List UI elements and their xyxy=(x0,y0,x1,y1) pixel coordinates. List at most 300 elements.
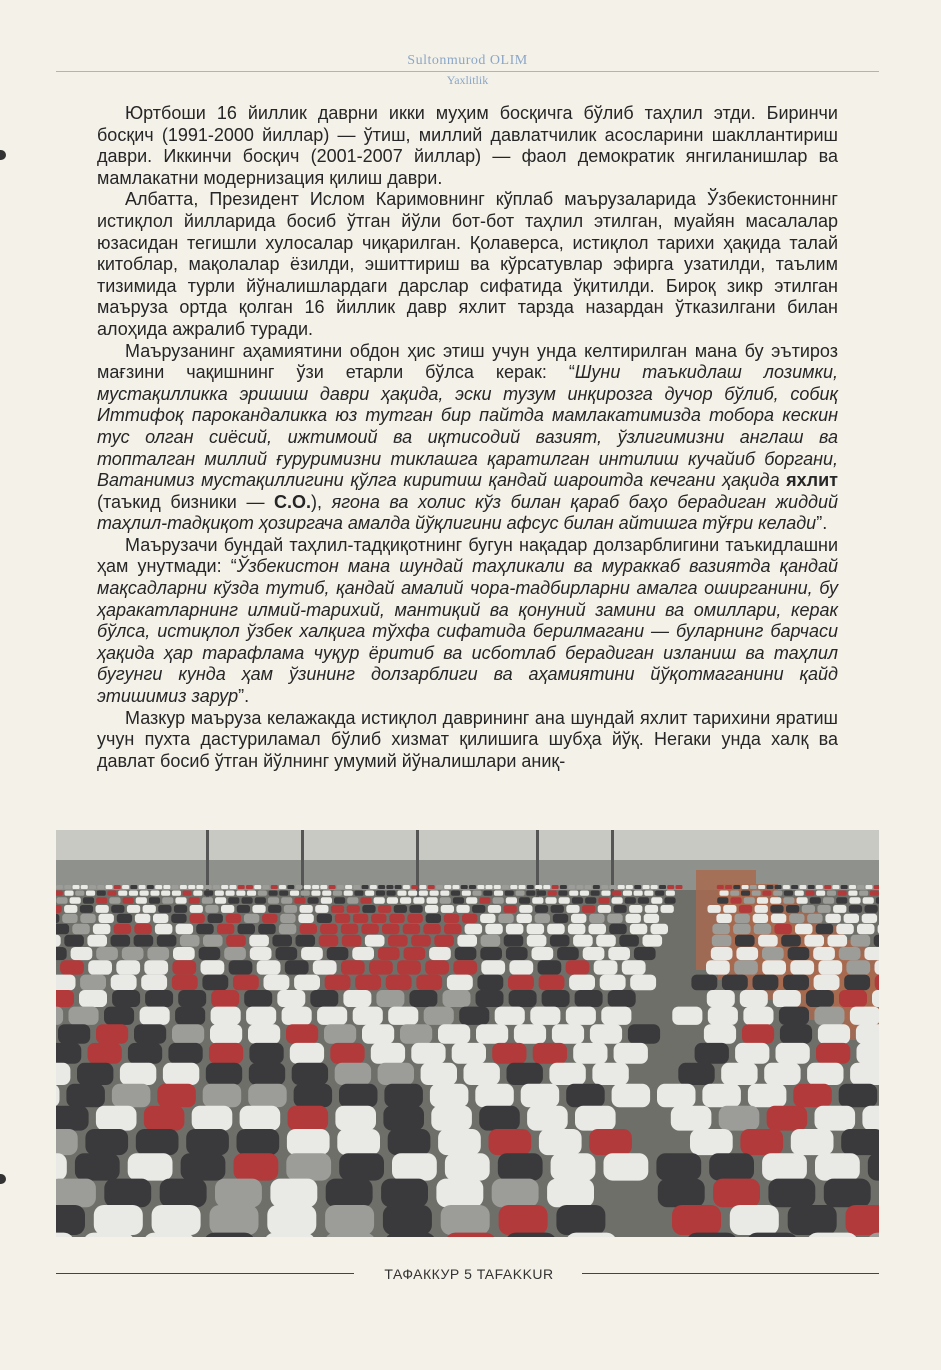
parked-car xyxy=(527,924,545,935)
parked-car xyxy=(573,1043,607,1064)
parked-car xyxy=(339,1084,378,1108)
parked-car xyxy=(638,897,649,904)
parked-car xyxy=(280,914,295,923)
parked-car xyxy=(136,897,147,904)
parked-car xyxy=(456,905,469,913)
parked-car xyxy=(97,891,106,896)
parked-car xyxy=(163,885,170,889)
parked-car xyxy=(211,990,239,1007)
parked-car xyxy=(589,1129,632,1155)
parked-car xyxy=(608,990,636,1007)
parked-car xyxy=(667,885,674,889)
parked-car xyxy=(575,990,603,1007)
parked-car xyxy=(582,905,595,913)
running-header xyxy=(56,52,879,87)
parked-car xyxy=(868,1153,879,1180)
parked-car xyxy=(385,1233,436,1237)
parked-car xyxy=(754,924,772,935)
parked-car xyxy=(321,897,332,904)
paragraph-text: Маърузачи бундай таҳлил-тадқиқотнинг бугун нақадар долзарблигини таъкидлашни ҳам унутмади: “ xyxy=(97,534,838,577)
parked-car xyxy=(386,975,412,991)
parked-car xyxy=(774,924,792,935)
parked-car xyxy=(857,885,864,889)
paragraph-text: ), xyxy=(311,491,332,512)
parked-car xyxy=(87,935,107,947)
parked-car xyxy=(196,885,203,889)
parked-car xyxy=(585,885,592,889)
parked-car xyxy=(791,885,798,889)
parked-car xyxy=(158,905,171,913)
parked-car xyxy=(526,891,535,896)
parked-car xyxy=(832,885,839,889)
parked-car xyxy=(666,891,675,896)
parked-car xyxy=(849,897,860,904)
parked-car xyxy=(209,1043,243,1064)
parked-car xyxy=(430,1084,469,1108)
paragraph-text: Юртбоши 16 йиллик даврни икки муҳим босқичга бўлиб таҳлил этди. Биринчи босқич (1991-2000 йиллар) — ўтиш, миллий давлатчилик асосларини шакллантириш даври. Иккинчи босқич (2001-2007 йиллар) — фаол демократик янгиланишлар ва мамлакатни модернизация қилиш даври. xyxy=(97,103,838,188)
parked-car xyxy=(419,891,428,896)
parked-car xyxy=(96,1024,128,1044)
parked-car xyxy=(815,1153,860,1180)
parked-car xyxy=(173,947,195,960)
parked-car xyxy=(106,885,113,889)
parked-car xyxy=(56,1106,89,1131)
parked-car xyxy=(112,990,140,1007)
parked-car xyxy=(750,885,757,889)
parked-car xyxy=(189,914,204,923)
parked-car xyxy=(64,905,77,913)
parked-car xyxy=(445,1233,496,1237)
parked-car xyxy=(238,924,256,935)
parked-car xyxy=(569,891,578,896)
parked-car xyxy=(440,897,451,904)
parked-car xyxy=(279,891,288,896)
parked-car xyxy=(429,947,451,960)
parked-car xyxy=(645,905,658,913)
parked-car xyxy=(376,891,385,896)
parked-car xyxy=(147,885,154,889)
parked-car xyxy=(566,960,590,974)
parked-car xyxy=(128,1153,173,1180)
parked-car xyxy=(466,897,477,904)
paragraph-text: Мазкур маъруза келажакда истиқлол даврининг ана шундай яхлит тарихини яратиш учун пухта дастуриламал бўлиб хизмат қилишига шубҳа йўқ. Негаки унда халқ ва давлат босиб ўтган йўлнинг умумий йўналишлари аниқ- xyxy=(97,707,838,771)
parked-car xyxy=(80,975,106,991)
parked-car xyxy=(71,947,93,960)
parked-car xyxy=(155,924,173,935)
parked-car xyxy=(612,897,623,904)
parked-car xyxy=(163,1063,199,1085)
parked-car xyxy=(444,924,462,935)
parked-car xyxy=(114,924,132,935)
emphasis-text: С.О. xyxy=(274,491,312,512)
parked-car xyxy=(56,1205,85,1235)
parked-car xyxy=(862,1106,879,1131)
parked-car xyxy=(634,885,641,889)
parked-car xyxy=(596,935,616,947)
parked-car xyxy=(208,914,223,923)
parked-car xyxy=(246,885,253,889)
quoted-text: Шуни таъкидлаш лозимки, мустақилликка эришиш даври ҳақида, эски тузум инқирозга дучор бўлиб, собиқ Иттифоқ парокандаликка юз тутган бир пайтда мамлакатимизда тобора кескин тус олган сиёсий, ижтимоий ва иқтисодий вазият, ўзлигимизни англаш ва топталган миллий ғуруримизни тиклашга қаратилган интилиш кучайиб боргани, Ватанимиз мустақиллигини қўлга киритиш қандай шароитда кечгани ҳақида xyxy=(97,362,838,491)
parked-car xyxy=(301,891,310,896)
parked-car xyxy=(85,1129,128,1155)
parked-car xyxy=(472,905,485,913)
parked-car xyxy=(609,924,627,935)
parked-car xyxy=(462,914,477,923)
parked-car xyxy=(123,897,134,904)
parked-car xyxy=(327,947,349,960)
car-lot-photo xyxy=(56,830,879,1237)
parked-car xyxy=(783,885,790,889)
parked-car xyxy=(643,935,663,947)
header-rule xyxy=(56,71,879,72)
parked-car xyxy=(793,1084,832,1108)
parked-car xyxy=(477,885,484,889)
parked-car xyxy=(655,891,664,896)
parked-car xyxy=(507,1063,543,1085)
parked-car xyxy=(311,891,320,896)
footer-label: ТАФАККУР 5 TAFAKKUR xyxy=(384,1266,554,1282)
parked-car xyxy=(601,891,610,896)
parked-car xyxy=(775,885,782,889)
parked-car xyxy=(134,924,152,935)
parked-car xyxy=(62,914,77,923)
parked-car xyxy=(365,891,374,896)
parked-car xyxy=(622,960,646,974)
parked-car xyxy=(387,891,396,896)
parked-car xyxy=(204,891,213,896)
parked-car xyxy=(89,885,96,889)
parked-car xyxy=(382,924,400,935)
parked-car xyxy=(545,897,556,904)
parked-car xyxy=(519,885,526,889)
parked-car xyxy=(568,885,575,889)
parked-car xyxy=(838,891,847,896)
parked-car xyxy=(480,947,502,960)
parked-car xyxy=(298,914,313,923)
parked-car xyxy=(498,914,513,923)
parked-car xyxy=(551,905,564,913)
parked-car xyxy=(369,960,393,974)
parked-car xyxy=(558,891,567,896)
parked-car xyxy=(80,905,93,913)
parked-car xyxy=(771,914,786,923)
parked-car xyxy=(204,1233,255,1237)
parked-car xyxy=(530,1007,560,1025)
parked-car xyxy=(319,935,339,947)
parked-car xyxy=(140,1007,170,1025)
emphasis-text: яхлит xyxy=(786,470,838,491)
parked-car xyxy=(342,935,362,947)
parked-car xyxy=(147,947,169,960)
parked-car xyxy=(659,885,666,889)
parked-car xyxy=(88,1043,122,1064)
parked-car xyxy=(741,891,750,896)
parked-car xyxy=(322,891,331,896)
parked-car xyxy=(144,1106,185,1131)
parked-car xyxy=(473,891,482,896)
parked-car xyxy=(388,1007,418,1025)
parked-car xyxy=(857,1043,880,1064)
parked-car xyxy=(521,1084,560,1108)
parked-car xyxy=(134,1024,166,1044)
parked-car xyxy=(630,924,648,935)
parked-car xyxy=(290,891,299,896)
parked-car xyxy=(619,935,639,947)
parked-car xyxy=(784,891,793,896)
parked-car xyxy=(721,1063,757,1085)
header-author: Sultonmurod OLIM xyxy=(407,53,528,68)
parked-car xyxy=(144,960,168,974)
parked-car xyxy=(310,990,338,1007)
parked-car xyxy=(730,897,741,904)
parked-car xyxy=(263,885,270,889)
parked-car xyxy=(585,897,596,904)
parked-car xyxy=(279,924,297,935)
parked-car xyxy=(111,935,131,947)
parked-car xyxy=(664,897,675,904)
parked-car xyxy=(527,935,547,947)
parked-car xyxy=(770,897,781,904)
parked-car xyxy=(805,891,814,896)
parked-car xyxy=(447,975,473,991)
parked-car xyxy=(221,905,234,913)
parked-car xyxy=(598,897,609,904)
parked-car xyxy=(452,1043,486,1064)
parked-car xyxy=(739,905,752,913)
parked-car xyxy=(717,897,728,904)
parked-car xyxy=(691,975,717,991)
parked-car xyxy=(823,897,834,904)
parked-car xyxy=(153,914,168,923)
parked-car xyxy=(711,947,733,960)
parked-car xyxy=(704,1024,736,1044)
parked-car xyxy=(262,914,277,923)
parked-car xyxy=(183,891,192,896)
parked-car xyxy=(141,975,167,991)
parked-car xyxy=(335,1063,371,1085)
parked-car xyxy=(178,990,206,1007)
parked-car xyxy=(850,1007,879,1025)
parked-car xyxy=(479,897,490,904)
parked-car xyxy=(331,905,344,913)
parked-car xyxy=(571,914,586,923)
parked-car xyxy=(443,990,471,1007)
parked-car xyxy=(566,905,579,913)
parked-car xyxy=(559,897,570,904)
parked-car xyxy=(96,905,109,913)
parked-car xyxy=(591,891,600,896)
parked-car xyxy=(140,891,149,896)
parked-car xyxy=(122,885,129,889)
parked-car xyxy=(172,960,196,974)
parked-car xyxy=(593,885,600,889)
parked-car xyxy=(175,897,186,904)
parked-car xyxy=(221,885,228,889)
parked-car xyxy=(849,905,862,913)
parked-car xyxy=(152,1205,201,1235)
parked-car xyxy=(625,897,636,904)
parked-car xyxy=(77,1063,113,1085)
parked-car xyxy=(598,905,611,913)
parked-car xyxy=(161,891,170,896)
parked-car xyxy=(841,1129,879,1155)
parked-car xyxy=(271,885,278,889)
parked-car xyxy=(129,891,138,896)
parked-car xyxy=(865,905,878,913)
parked-car xyxy=(786,905,799,913)
parked-car xyxy=(56,905,62,913)
parked-car xyxy=(465,924,483,935)
parked-car xyxy=(229,960,253,974)
parked-car xyxy=(157,935,177,947)
parked-car xyxy=(438,1129,481,1155)
article-body xyxy=(97,103,838,772)
parked-car xyxy=(441,905,454,913)
parked-car xyxy=(475,1084,514,1108)
parked-car xyxy=(453,897,464,904)
parked-car xyxy=(742,885,749,889)
parked-car xyxy=(403,885,410,889)
parked-car xyxy=(301,947,323,960)
parked-car xyxy=(678,1063,714,1085)
parked-car xyxy=(226,935,246,947)
parked-car xyxy=(423,924,441,935)
parked-car xyxy=(717,885,724,889)
parked-car xyxy=(409,905,422,913)
parked-car xyxy=(80,914,95,923)
parked-car xyxy=(436,885,443,889)
parked-car xyxy=(313,960,337,974)
parked-car xyxy=(407,914,422,923)
parked-car xyxy=(326,1179,373,1208)
parked-car xyxy=(502,885,509,889)
parked-car xyxy=(549,1063,585,1085)
parked-car xyxy=(201,960,225,974)
parked-car xyxy=(213,885,220,889)
parked-car xyxy=(244,990,272,1007)
parked-car xyxy=(325,1233,376,1237)
parked-car xyxy=(118,891,127,896)
parked-car xyxy=(676,885,683,889)
parked-car xyxy=(371,914,386,923)
parked-car xyxy=(264,975,290,991)
parked-car xyxy=(576,885,583,889)
parked-car xyxy=(614,1043,648,1064)
parked-car xyxy=(770,905,783,913)
parked-car xyxy=(438,1024,470,1044)
parked-car xyxy=(695,1043,729,1064)
parked-car xyxy=(315,905,328,913)
parked-car xyxy=(56,1179,96,1208)
parked-car xyxy=(72,924,90,935)
parked-car xyxy=(634,891,643,896)
parked-car xyxy=(758,935,778,947)
parked-car xyxy=(651,924,669,935)
parked-car xyxy=(753,914,768,923)
parked-car xyxy=(846,1205,880,1235)
parked-car xyxy=(384,1084,423,1108)
parked-car xyxy=(56,891,63,896)
parked-car xyxy=(644,891,653,896)
parked-car xyxy=(60,960,84,974)
parked-car xyxy=(339,1153,384,1180)
parked-car xyxy=(434,935,454,947)
parked-car xyxy=(236,891,245,896)
parked-car xyxy=(128,1043,162,1064)
parked-car xyxy=(752,891,761,896)
parked-car xyxy=(708,1007,738,1025)
parked-car xyxy=(506,947,528,960)
parked-car xyxy=(672,1205,721,1235)
parked-car xyxy=(111,905,124,913)
parked-car xyxy=(489,1129,532,1155)
parked-car xyxy=(252,905,265,913)
parked-car xyxy=(93,924,111,935)
parked-car xyxy=(174,905,187,913)
parked-car xyxy=(378,947,400,960)
parked-car xyxy=(657,1084,696,1108)
parked-car xyxy=(230,885,237,889)
parked-car xyxy=(827,891,836,896)
parked-car xyxy=(601,1007,631,1025)
parked-car xyxy=(99,914,114,923)
parked-car xyxy=(111,975,137,991)
parked-car xyxy=(773,891,782,896)
parked-car xyxy=(408,891,417,896)
parked-car xyxy=(453,885,460,889)
parked-car xyxy=(334,897,345,904)
parked-car xyxy=(841,885,848,889)
parked-car xyxy=(428,885,435,889)
parked-car xyxy=(476,990,504,1007)
parked-car xyxy=(419,885,426,889)
parked-car xyxy=(130,885,137,889)
parked-car xyxy=(517,914,532,923)
parked-car xyxy=(538,960,562,974)
parked-car xyxy=(806,990,834,1007)
parked-car xyxy=(712,935,732,947)
parked-car xyxy=(172,1024,204,1044)
article-paragraph xyxy=(97,535,838,708)
parked-car xyxy=(381,1179,428,1208)
parked-car xyxy=(626,914,641,923)
parked-car xyxy=(345,885,352,889)
parked-car xyxy=(757,897,768,904)
parked-car xyxy=(730,891,739,896)
parked-car xyxy=(566,1233,617,1237)
parked-car xyxy=(284,905,297,913)
parked-car xyxy=(828,935,848,947)
parked-car xyxy=(851,935,871,947)
parked-car xyxy=(566,1084,605,1108)
parked-car xyxy=(768,1179,815,1208)
parked-car xyxy=(707,990,735,1007)
parked-car xyxy=(157,1084,196,1108)
parked-car xyxy=(848,891,857,896)
parked-car xyxy=(279,885,286,889)
parked-car xyxy=(735,935,755,947)
parked-car xyxy=(267,1205,316,1235)
parked-car xyxy=(238,885,245,889)
parked-car xyxy=(510,885,517,889)
parked-car xyxy=(246,1007,276,1025)
parked-car xyxy=(816,891,825,896)
parked-car xyxy=(215,1179,262,1208)
parked-car xyxy=(378,905,391,913)
parked-car xyxy=(804,935,824,947)
parked-car xyxy=(330,1043,364,1064)
parked-car xyxy=(233,975,259,991)
